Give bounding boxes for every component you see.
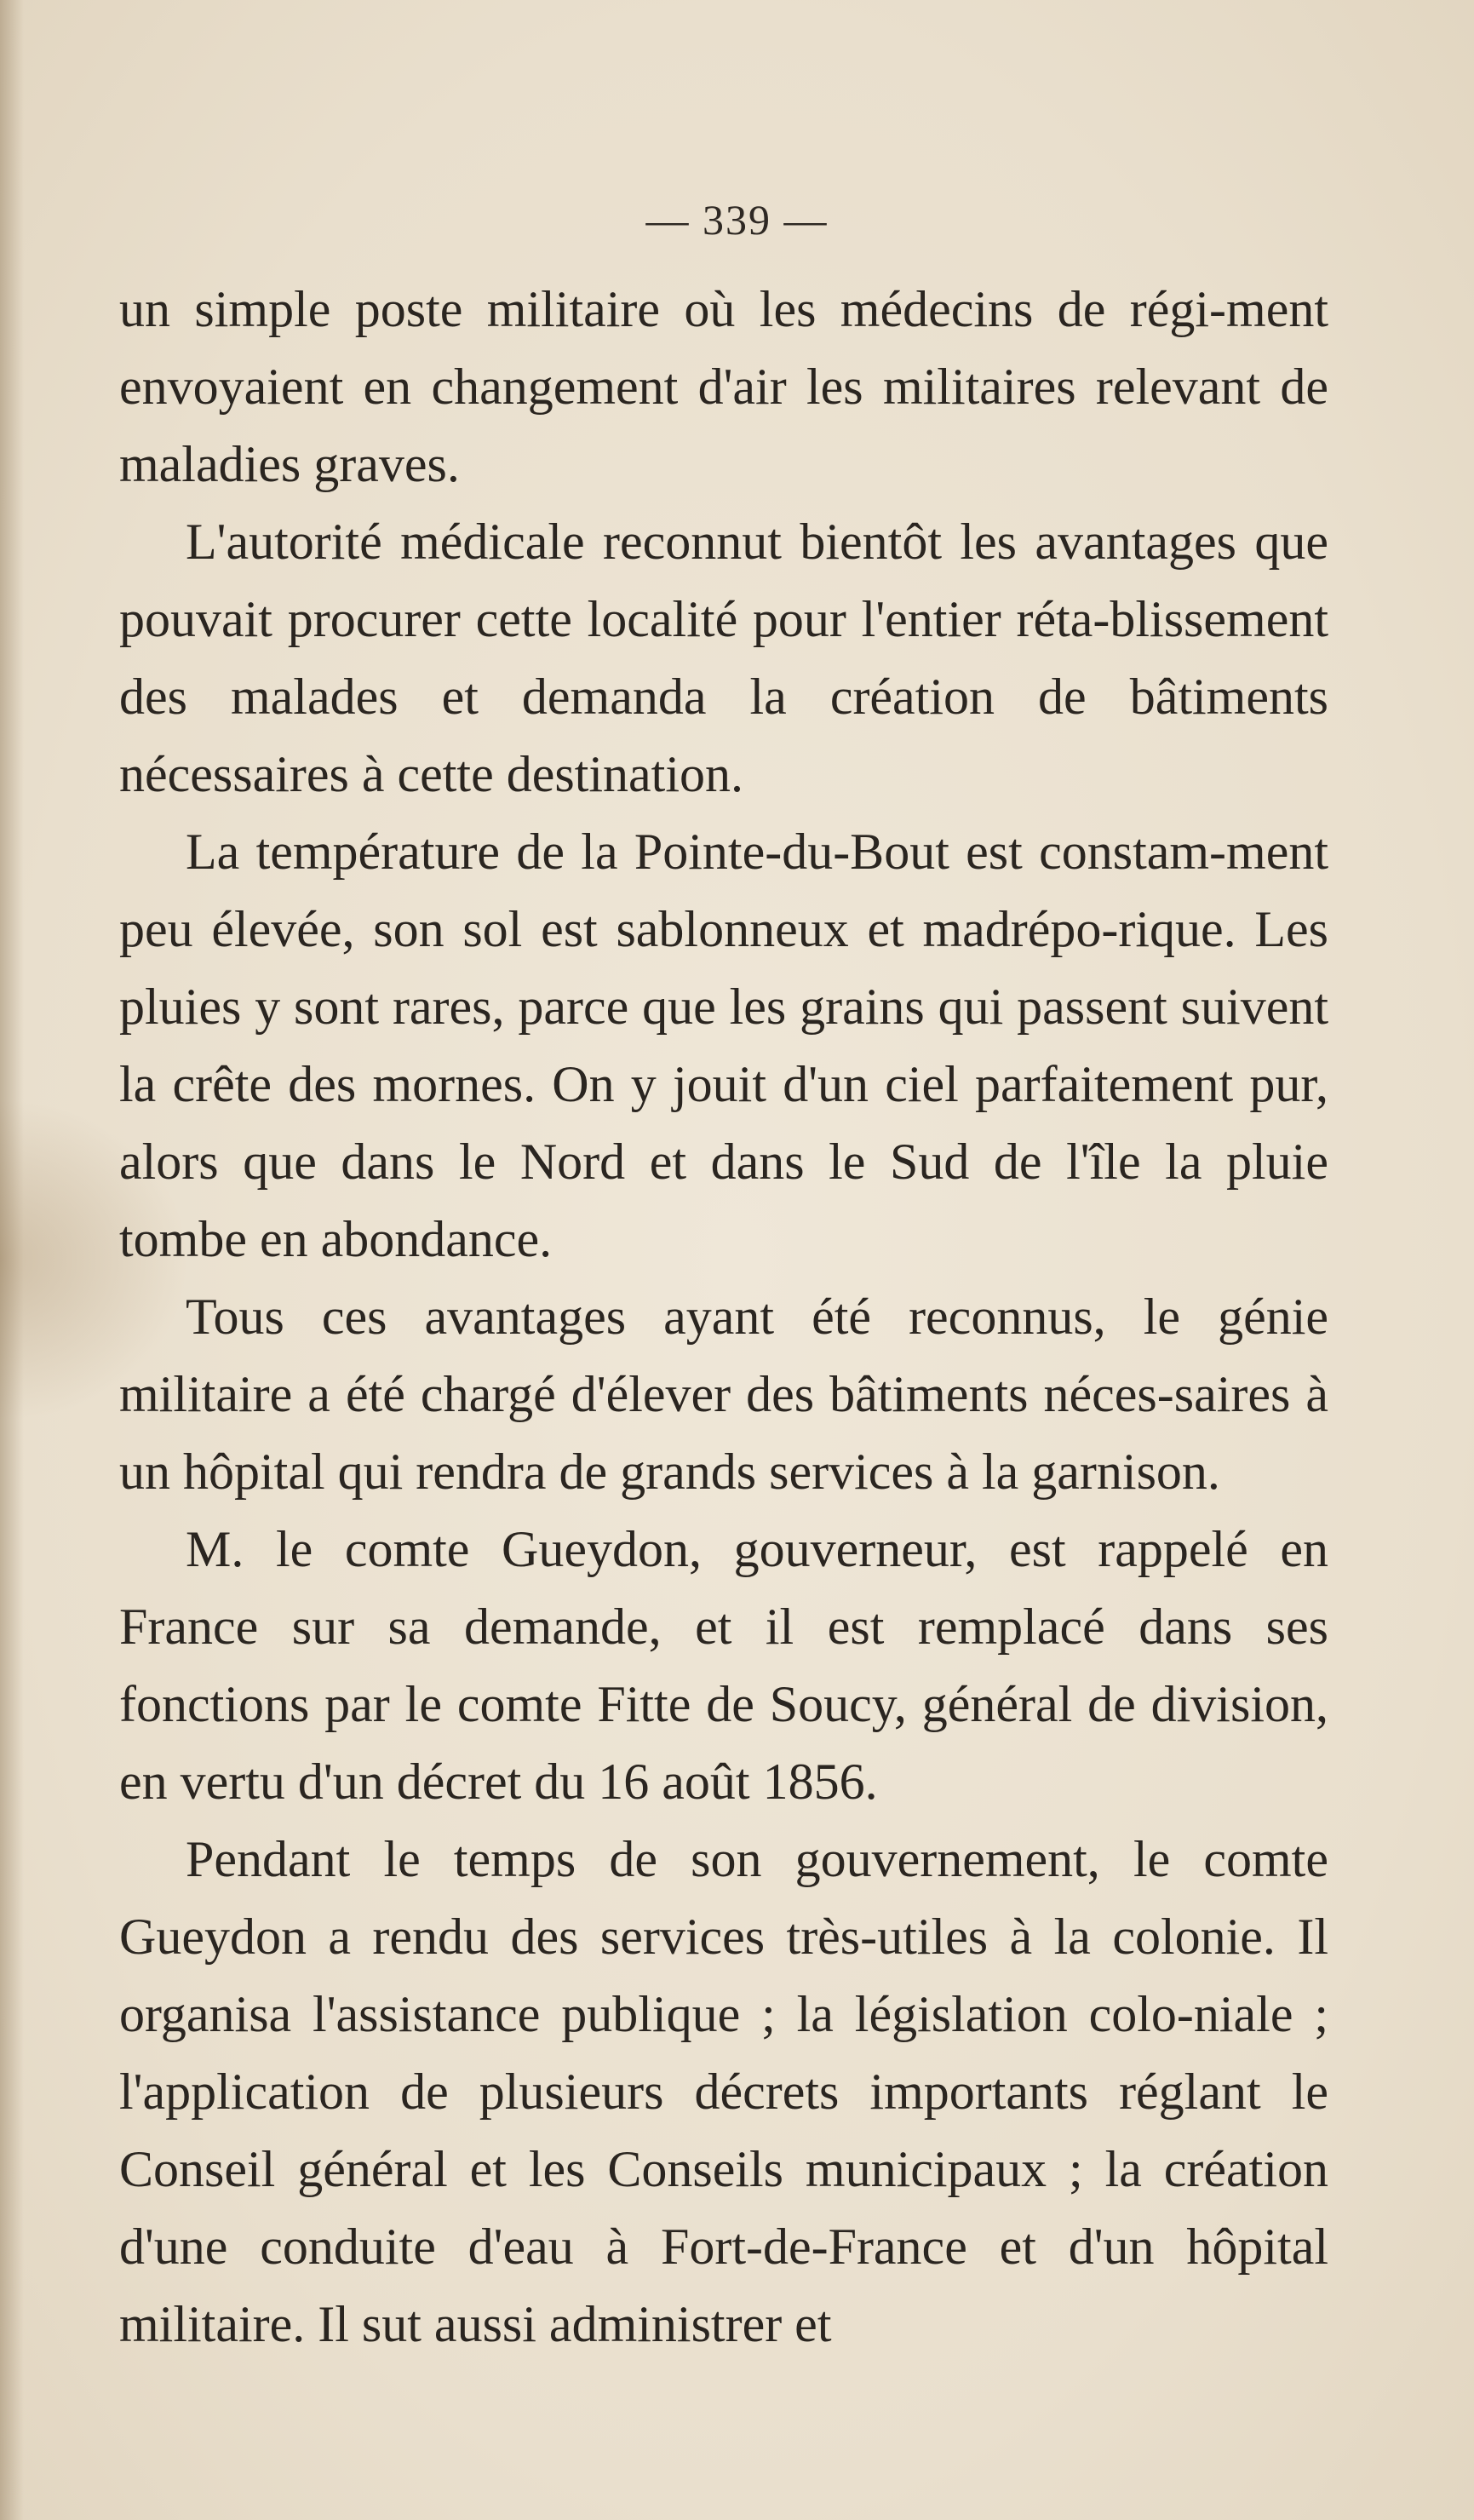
body-text — [119, 271, 1328, 2363]
paragraph-5: M. le comte Gueydon, gouverneur, est rappelé en France sur sa demande, et il est remplacé dans ses fonctions par le comte Fitte de Soucy, général de division, en vertu d'un décret du 16 août 1856. — [119, 1521, 1328, 1810]
page-binding-shadow — [0, 0, 24, 2520]
paragraph-4: Tous ces avantages ayant été reconnus, le génie militaire a été chargé d'élever des bâtiments néces-saires à un hôpital qui rendra de grands services à la garnison. — [119, 1289, 1328, 1500]
paragraph-1: un simple poste militaire où les médecins de régi-ment envoyaient en changement d'air les militaires relevant de maladies graves. — [119, 281, 1328, 492]
page-number: — 339 — — [645, 196, 829, 244]
paragraph-2: L'autorité médicale reconnut bientôt les avantages que pouvait procurer cette localité pour l'entier réta-blissement des malades et demanda la création de bâtiments nécessaires à cette destination. — [119, 514, 1328, 802]
paragraph-6: Pendant le temps de son gouvernement, le comte Gueydon a rendu des services très-utiles à la colonie. Il organisa l'assistance publique ; la législation colo-niale ; l'application de plusieurs décrets importants réglant le Conseil général et les Conseils municipaux ; la création d'une conduite d'eau à Fort-de-France et d'un hôpital militaire. Il sut aussi administrer et — [119, 1831, 1328, 2352]
paragraph-3: La température de la Pointe-du-Bout est constam-ment peu élevée, son sol est sablonneux et madrépo-rique. Les pluies y sont rares, parce que les grains qui passent suivent la crête des mornes. On y jouit d'un ciel parfaitement pur, alors que dans le Nord et dans le Sud de l'île la pluie tombe en abondance. — [119, 824, 1328, 1267]
